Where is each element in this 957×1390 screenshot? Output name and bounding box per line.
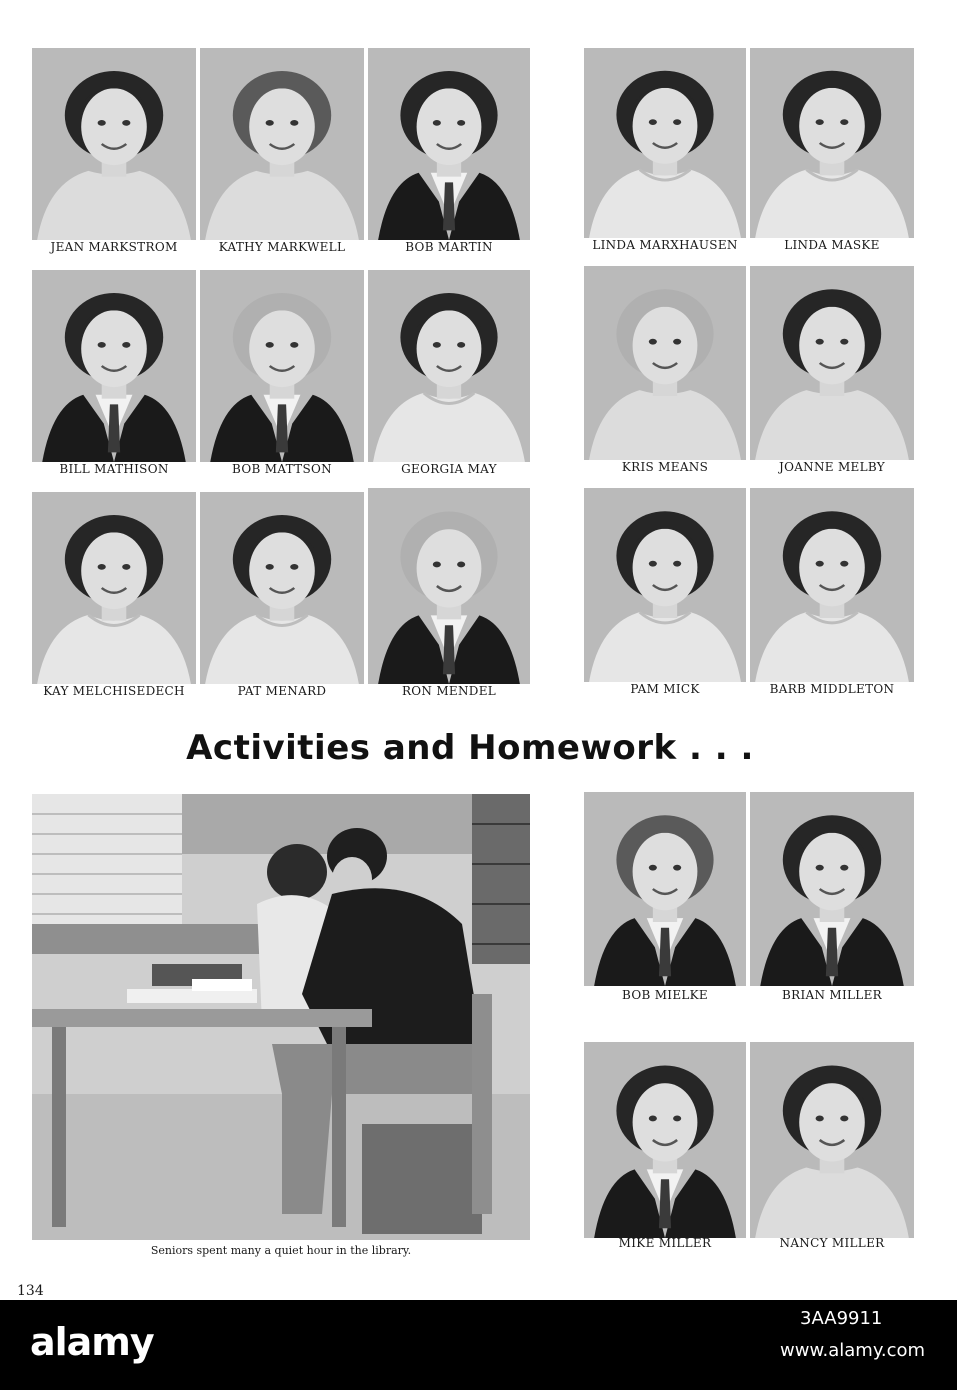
brand-logo: alamy [30, 1320, 154, 1364]
portrait-name: BARB MIDDLETON [769, 682, 895, 696]
portrait-name: JEAN MARKSTROM [50, 240, 178, 254]
portrait-name: KATHY MARKWELL [218, 240, 346, 254]
portrait-name: LINDA MARXHAUSEN [592, 238, 738, 252]
portrait-photo [368, 270, 530, 462]
portrait-name: NANCY MILLER [779, 1236, 885, 1250]
portrait-name: BOB MIELKE [622, 988, 708, 1002]
site-url: www.alamy.com [780, 1340, 926, 1361]
portrait-photo [584, 792, 746, 986]
portrait-name: BOB MARTIN [405, 240, 493, 254]
portrait-name: BILL MATHISON [59, 462, 169, 476]
portrait-photo [32, 270, 196, 462]
section-headline: Activities and Homework . . . [186, 728, 754, 768]
portrait-photo [368, 48, 530, 240]
portrait-name: JOANNE MELBY [778, 460, 886, 474]
portrait-photo [750, 792, 914, 986]
portrait-photo [584, 48, 746, 238]
portrait-name: LINDA MASKE [784, 238, 880, 252]
library-photo [32, 794, 530, 1240]
portrait-name: BOB MATTSON [232, 462, 332, 476]
portrait-photo [750, 488, 914, 682]
portrait-photo [584, 1042, 746, 1238]
portrait-photo [584, 266, 746, 460]
portrait-name: BRIAN MILLER [782, 988, 882, 1002]
portrait-photo [32, 492, 196, 684]
portrait-photo [750, 266, 914, 460]
image-id: 3AA9911 [800, 1308, 883, 1329]
portrait-name: MIKE MILLER [618, 1236, 712, 1250]
library-caption: Seniors spent many a quiet hour in the library. [150, 1244, 412, 1257]
portrait-photo [750, 1042, 914, 1238]
portrait-name: KRIS MEANS [621, 460, 709, 474]
portrait-name: GEORGIA MAY [401, 462, 497, 476]
portrait-photo [368, 488, 530, 684]
portrait-name: PAM MICK [630, 682, 700, 696]
portrait-photo [750, 48, 914, 238]
portrait-photo [200, 492, 364, 684]
portrait-photo [584, 488, 746, 682]
portrait-photo [200, 48, 364, 240]
portrait-photo [32, 48, 196, 240]
page-number: 134 [17, 1283, 44, 1299]
portrait-photo [200, 270, 364, 462]
portrait-name: PAT MENARD [237, 684, 327, 698]
portrait-name: RON MENDEL [401, 684, 497, 698]
portrait-name: KAY MELCHISEDECH [43, 684, 185, 698]
